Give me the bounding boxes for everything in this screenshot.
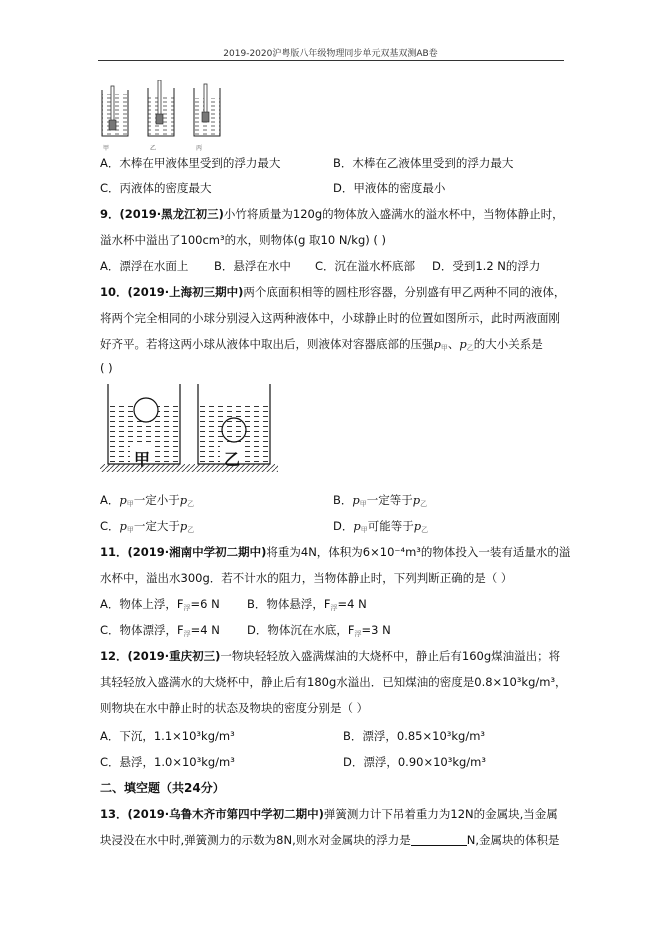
sub-yi: 乙 [187, 526, 195, 534]
tube-jia [102, 86, 128, 136]
p-symbol: p [433, 337, 441, 351]
q13-line-2 [100, 832, 560, 848]
sub-yi: 乙 [420, 500, 428, 508]
q9-line-2: 溢水杯中溢出了100cm³的水，则物体(g 取10 N/kg) ( ) [100, 233, 387, 247]
sub-fu: 浮 [354, 630, 362, 638]
q9-option-a: A．漂浮在水面上 [100, 259, 189, 273]
p-symbol: p [119, 493, 127, 507]
relation: 一定大于 [133, 519, 180, 533]
q13-source: 13．(2019·乌鲁木齐市第四中学初二期中) [100, 807, 324, 821]
option-text: B．物体悬浮，F [247, 597, 331, 611]
q12-line-3: 则物块在水中静止时的状态及物块的密度分别是（ ） [100, 701, 369, 715]
option-letter: C． [100, 519, 120, 533]
q9-line-1 [100, 206, 564, 222]
q9-option-c: C．沉在溢水杯底部 [315, 259, 416, 273]
q11-line-2: 水杯中，溢出水300g．若不计水的阻力，当物体静止时，下列判断正确的是（ ） [100, 571, 513, 585]
q13-text-2: 块浸没在水中时,弹簧测力的示数为8N,则水对金属块的浮力是 [100, 833, 411, 847]
q8-option-a: A．木棒在甲液体里受到的浮力最大 [100, 156, 281, 170]
q12-text-1: 一物块轻轻放入盛满煤油的大烧杯中，静止后有160g煤油溢出；将 [220, 649, 561, 663]
sub-yi: 乙 [421, 526, 429, 534]
q12-option-b: B．漂浮，0.85×10³kg/m³ [343, 729, 486, 743]
sub-yi: 乙 [187, 500, 195, 508]
q8-label-yi: 乙 [150, 145, 157, 152]
q10-text-3-end: 的大小关系是 [473, 337, 543, 351]
q13-text-1: 弹簧测力计下吊着重力为12N的金属块,当金属 [323, 807, 558, 821]
q8-figure [98, 80, 228, 150]
section-title-fill-blank: 二、填空题（共24分） [100, 781, 225, 795]
q10-label-yi: 乙 [224, 450, 241, 469]
relation: 可能等于 [367, 519, 414, 533]
q13-text-2-end: N,金属块的体积是 [466, 833, 560, 847]
ground [100, 464, 278, 472]
q10-paren: ( ) [100, 361, 113, 375]
q10-text-3: 好齐平。若将这两小球从液体中取出后，则液体对容器底部的压强 [100, 337, 434, 351]
relation: 一定等于 [366, 493, 413, 507]
q8-label-jia: 甲 [103, 145, 110, 152]
p-symbol: p [353, 519, 361, 533]
page-header: 2019-2020沪粤版八年级物理同步单元双基双测AB卷 [223, 49, 438, 59]
q10-option-b [333, 492, 427, 512]
q10-source: 10．(2019·上海初三期中) [100, 285, 244, 299]
q9-source: 9．(2019·黑龙江初三) [100, 207, 224, 221]
q10-figure [100, 384, 280, 476]
sub-fu: 浮 [183, 604, 191, 612]
q10-option-a [100, 492, 194, 512]
q11-text-1: 将重为4N，体积为6×10⁻⁴m³的物体投入一装有适量水的溢 [266, 545, 571, 559]
header-divider [98, 60, 564, 61]
q11-option-c [100, 622, 220, 642]
separator: 、 [447, 337, 460, 351]
q12-line-1 [100, 648, 560, 664]
q11-option-a [100, 596, 220, 616]
q11-source: 11．(2019·湘南中学初二期中) [100, 545, 267, 559]
q9-text-1: 小竹将质量为120g的物体放入盛满水的溢水杯中，当物体静止时， [223, 207, 564, 221]
q10-label-jia: 甲 [134, 450, 151, 469]
relation: 一定小于 [133, 493, 180, 507]
q12-option-d: D．漂浮，0.90×10³kg/m³ [343, 755, 486, 769]
q8-option-c: C．丙液体的密度最大 [100, 181, 212, 195]
p-symbol: p [179, 493, 188, 507]
q10-text-1: 两个底面积相等的圆柱形容器，分别盛有甲乙两种不同的液体， [243, 285, 566, 299]
p-symbol: p [459, 337, 467, 351]
tube-bing [194, 84, 220, 136]
p-symbol: p [179, 519, 188, 533]
option-value: =4 N [337, 597, 367, 611]
sub-jia: 甲 [359, 500, 367, 508]
sub-yi: 乙 [466, 344, 474, 352]
q10-line-1 [100, 284, 565, 300]
p-symbol: p [352, 493, 360, 507]
q11-option-d [247, 622, 391, 642]
option-value: =4 N [190, 623, 220, 637]
sub-fu: 浮 [183, 630, 191, 638]
p-symbol: p [412, 493, 421, 507]
q12-option-c: C．悬浮，1.0×10³kg/m³ [100, 755, 235, 769]
q10-line-2: 将两个完全相同的小球分别浸入这两种液体中，小球静止时的位置如图所示，此时两液面刚 [100, 311, 560, 325]
answer-blank[interactable] [411, 834, 467, 846]
q10-option-c [100, 518, 194, 538]
sub-jia: 甲 [360, 526, 368, 534]
q11-option-b [247, 596, 367, 616]
q12-source: 12．(2019·重庆初三) [100, 649, 221, 663]
q10-line-3 [100, 336, 543, 356]
q12-line-2: 其轻轻放入盛满水的大烧杯中，静止后有180g水溢出．已知煤油的密度是0.8×10³kg/m³， [100, 675, 567, 689]
option-text: C．物体漂浮，F [100, 623, 184, 637]
q12-option-a: A．下沉，1.1×10³kg/m³ [100, 729, 235, 743]
tube-yi [148, 80, 174, 136]
option-text: D．物体沉在水底，F [247, 623, 355, 637]
option-text: A．物体上浮，F [100, 597, 184, 611]
sub-jia: 甲 [126, 526, 134, 534]
sub-fu: 浮 [330, 604, 338, 612]
q8-option-b: B．木棒在乙液体里受到的浮力最大 [333, 156, 514, 170]
p-symbol: p [119, 519, 127, 533]
sub-jia: 甲 [126, 500, 134, 508]
option-letter: A． [100, 493, 120, 507]
option-letter: D． [333, 519, 354, 533]
option-letter: B． [333, 493, 353, 507]
q9-option-d: D．受到1.2 N的浮力 [432, 259, 541, 273]
q11-line-1 [100, 544, 570, 560]
q10-option-d [333, 518, 428, 538]
q8-label-bing: 丙 [196, 145, 203, 152]
p-symbol: p [413, 519, 422, 533]
option-value: =3 N [361, 623, 391, 637]
sub-jia: 甲 [440, 344, 448, 352]
option-value: =6 N [190, 597, 220, 611]
q9-option-b: B．悬浮在水中 [214, 259, 291, 273]
q13-line-1 [100, 806, 558, 822]
q8-option-d: D．甲液体的密度最小 [333, 181, 446, 195]
